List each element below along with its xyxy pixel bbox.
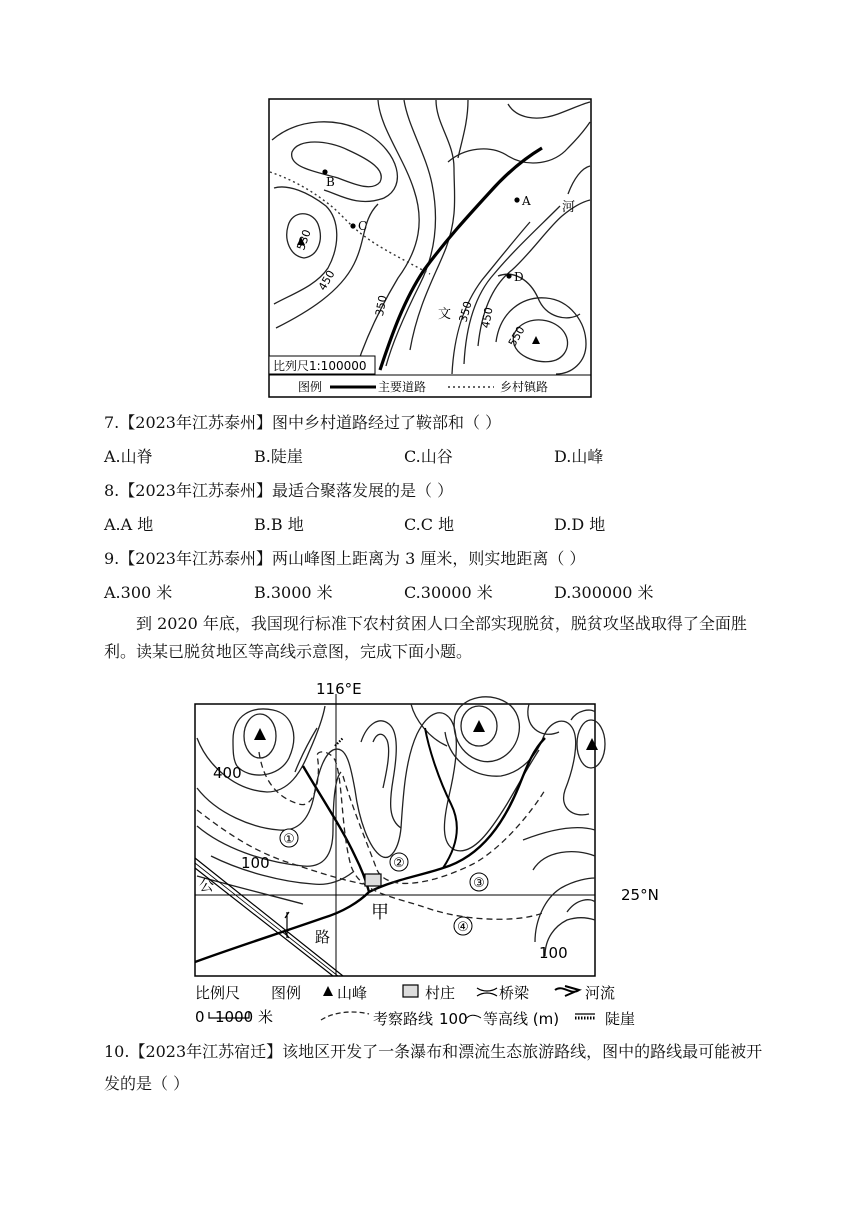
- contour-label-100-left: 100: [241, 854, 270, 872]
- q8-option-b[interactable]: B.B 地: [254, 515, 304, 534]
- route-2-label: ②: [393, 856, 405, 871]
- contour-map-1: [268, 98, 592, 398]
- legend-scale-value: 1000 米: [215, 1008, 273, 1026]
- q8-option-a[interactable]: A.A 地: [104, 515, 154, 534]
- point-b-label: B: [326, 175, 335, 189]
- legend-peak: 山峰: [337, 984, 368, 1002]
- question-10-stem: 10.【2023年江苏宿迁】该地区开发了一条瀑布和漂流生态旅游路线，图中的路线最可能被开发的是（ ）: [104, 1042, 763, 1093]
- legend-scale-label: 比例尺: [195, 984, 241, 1002]
- q8-option-c[interactable]: C.C 地: [404, 515, 455, 534]
- legend-contour-sample: 100: [439, 1010, 468, 1028]
- contour-label-450-left: 450: [315, 268, 338, 293]
- question-9-options: [104, 580, 804, 602]
- legend-bridge: 桥梁: [499, 984, 530, 1002]
- passage-text: 到 2020 年底，我国现行标准下农村贫困人口全部实现脱贫，脱贫攻坚战取得了全面胜利。读某已脱贫地区等高线示意图，完成下面小题。: [104, 614, 747, 661]
- q9-option-a[interactable]: A.300 米: [104, 583, 173, 602]
- legend-scale-zero: 0: [195, 1008, 205, 1026]
- longitude-label: 116°E: [316, 680, 362, 698]
- village-label: 甲: [371, 902, 389, 923]
- river-char-2: 文: [438, 307, 452, 322]
- route-3-label: ③: [473, 876, 485, 891]
- map1-legend-rural-road: 乡村镇路: [500, 380, 549, 394]
- legend-route: 考察路线: [373, 1010, 434, 1028]
- question-7-options: [104, 444, 804, 466]
- legend-bridge-icon: [477, 988, 497, 996]
- contour-label-530: 530: [294, 227, 314, 253]
- map1-legend-main-road: 主要道路: [378, 380, 427, 394]
- road-char-1: 公: [199, 876, 215, 894]
- question-8-options: [104, 512, 804, 534]
- q7-option-a[interactable]: A.山脊: [104, 447, 153, 466]
- point-a-label: A: [522, 194, 531, 208]
- road-char-2: 路: [315, 928, 331, 946]
- legend-river-icon: [555, 986, 579, 996]
- q7-option-b[interactable]: B.陡崖: [254, 447, 303, 466]
- legend-route-icon: [321, 1012, 369, 1020]
- river-char-1: 河: [562, 200, 576, 215]
- legend-peak-icon: [323, 986, 333, 996]
- legend-river: 河流: [585, 984, 616, 1002]
- contour-label-450-right: 450: [479, 306, 496, 330]
- route-1-label: ①: [283, 832, 295, 847]
- question-8-stem: 8.【2023年江苏泰州】最适合聚落发展的是（ ）: [104, 481, 454, 500]
- map1-scale: 比列尺1:100000: [273, 359, 367, 373]
- q9-option-c[interactable]: C.30000 米: [404, 583, 493, 602]
- legend-village: 村庄: [425, 984, 456, 1002]
- question-9-stem: 9.【2023年江苏泰州】两山峰图上距离为 3 厘米，则实地距离（ ）: [104, 549, 586, 568]
- contour-map-2: [193, 680, 663, 1030]
- contour-label-350-left: 350: [373, 294, 390, 318]
- q7-option-d[interactable]: D.山峰: [554, 447, 604, 466]
- contour-label-400: 400: [213, 764, 242, 782]
- q8-option-d[interactable]: D.D 地: [554, 515, 606, 534]
- point-c-label: C: [358, 219, 368, 233]
- q9-option-b[interactable]: B.3000 米: [254, 583, 333, 602]
- map1-legend-title: 图例: [298, 380, 323, 394]
- route-4-label: ④: [457, 920, 469, 935]
- legend-contour: 等高线 (m): [483, 1010, 560, 1028]
- legend-title: 图例: [271, 984, 302, 1002]
- latitude-label: 25°N: [621, 886, 659, 904]
- q7-option-c[interactable]: C.山谷: [404, 447, 453, 466]
- contour-label-550: 550: [505, 324, 528, 349]
- contour-label-100-right: 100: [539, 944, 568, 962]
- q9-option-d[interactable]: D.300000 米: [554, 583, 654, 602]
- question-7-stem: 7.【2023年江苏泰州】图中乡村道路经过了鞍部和（ ）: [104, 413, 502, 432]
- contour-label-350-right: 350: [456, 299, 475, 324]
- point-d-label: D: [514, 270, 524, 284]
- legend-village-icon: [403, 985, 418, 997]
- legend-cliff: 陡崖: [605, 1010, 636, 1028]
